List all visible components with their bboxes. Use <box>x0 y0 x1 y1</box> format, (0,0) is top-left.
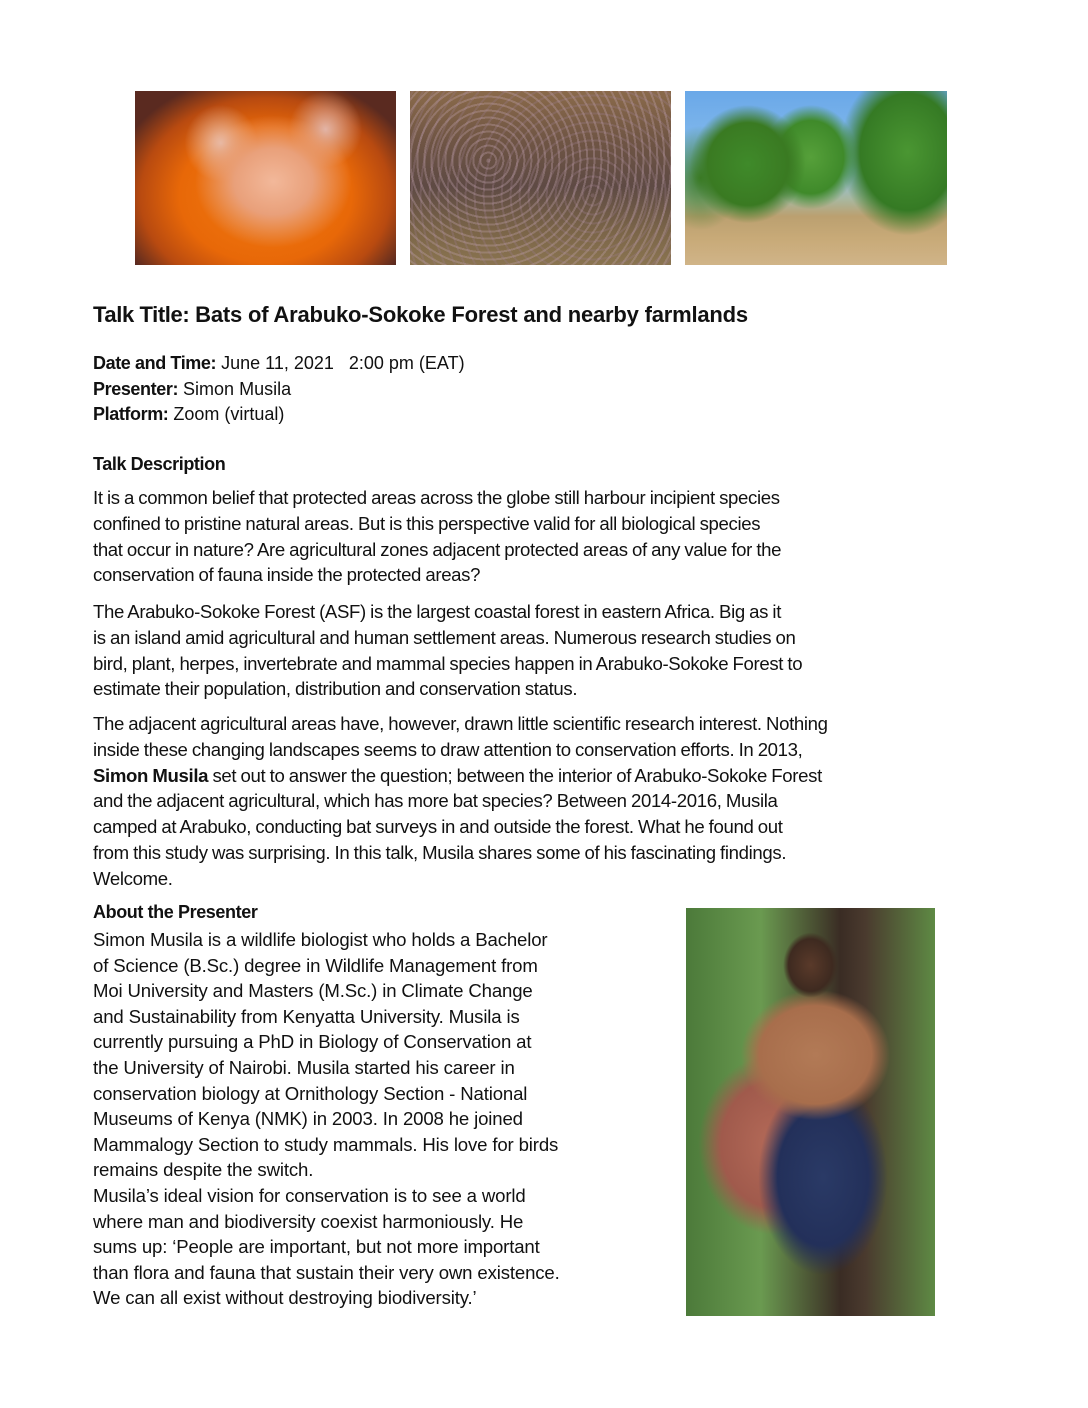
presenter-label: Presenter: <box>93 378 179 399</box>
about-presenter-heading: About the Presenter <box>93 902 258 922</box>
date-time-label: Date and Time: <box>93 353 217 373</box>
text-line: confined to pristine natural areas. But is this perspective valid for all biological species <box>93 512 761 534</box>
text-line: Musila’s ideal vision for conservation is to see a world <box>93 1184 526 1206</box>
text-line: the University of Nairobi. Musila started his career in <box>93 1056 515 1078</box>
about-presenter-body <box>93 927 560 1311</box>
text-line: where man and biodiversity coexist harmoniously. He <box>93 1210 524 1232</box>
description-paragraph-2 <box>93 599 802 702</box>
text-line: The Arabuko-Sokoke Forest (ASF) is the largest coastal forest in eastern Africa. Big as it <box>93 601 782 622</box>
presenter-name-bold: Simon Musila <box>93 764 209 786</box>
presenter-photo <box>686 908 935 1316</box>
text-line <box>93 763 828 789</box>
date-time-value: June 11, 2021 2:00 pm (EAT) <box>216 353 465 373</box>
date-time-row <box>93 351 465 377</box>
text-line: conservation of fauna inside the protected areas? <box>93 564 481 586</box>
talk-title-value: Bats of Arabuko-Sokoke Forest and nearby farmlands <box>189 302 748 327</box>
cave-bat-colony-photo <box>410 91 671 265</box>
text-line: remains despite the switch. <box>93 1159 314 1181</box>
talk-title-label: Talk Title: <box>93 302 190 327</box>
forest-farmland-photo <box>685 91 947 265</box>
bat-closeup-photo <box>135 91 396 265</box>
text-line: that occur in nature? Are agricultural zones adjacent protected areas of any value for the <box>93 538 782 560</box>
talk-title <box>93 302 748 328</box>
text-line: estimate their population, distribution and conservation status. <box>93 678 578 700</box>
text-line: bird, plant, herpes, invertebrate and mammal species happen in Arabuko-Sokoke Forest to <box>93 652 803 674</box>
text-line: camped at Arabuko, conducting bat surveys in and outside the forest. What he found out <box>93 816 783 838</box>
text-line: conservation biology at Ornithology Section - National <box>93 1082 528 1104</box>
text-line: inside these changing landscapes seems to draw attention to conservation efforts. In 2013, <box>93 738 803 760</box>
text-line: sums up: ‘People are important, but not more important <box>93 1236 540 1258</box>
presenter-value: Simon Musila <box>178 378 292 399</box>
event-details <box>93 351 465 428</box>
description-paragraph-1 <box>93 485 781 588</box>
platform-row <box>93 402 465 428</box>
text-fragment: set out to answer the question; between the interior of Arabuko-Sokoke Forest <box>208 764 822 786</box>
presenter-row <box>93 377 465 403</box>
text-line: We can all exist without destroying biodiversity.’ <box>93 1287 477 1309</box>
text-line: Simon Musila is a wildlife biologist who holds a Bachelor <box>93 929 548 950</box>
description-paragraph-3 <box>93 711 828 892</box>
talk-description-heading: Talk Description <box>93 454 226 474</box>
text-line: Moi University and Masters (M.Sc.) in Climate Change <box>93 980 533 1002</box>
text-line: than flora and fauna that sustain their very own existence. <box>93 1261 560 1283</box>
text-line: is an island amid agricultural and human settlement areas. Numerous research studies on <box>93 626 796 648</box>
platform-label: Platform: <box>93 404 169 424</box>
text-line: of Science (B.Sc.) degree in Wildlife Management from <box>93 954 538 976</box>
text-line: It is a common belief that protected areas across the globe still harbour incipient species <box>93 487 780 508</box>
text-line: Museums of Kenya (NMK) in 2003. In 2008 he joined <box>93 1108 523 1130</box>
platform-value: Zoom (virtual) <box>168 404 285 424</box>
text-line: and Sustainability from Kenyatta University. Musila is <box>93 1005 520 1027</box>
text-line: Welcome. <box>93 867 173 889</box>
text-line: Mammalogy Section to study mammals. His love for birds <box>93 1133 559 1155</box>
text-line: from this study was surprising. In this talk, Musila shares some of his fascinating findings. <box>93 841 787 863</box>
text-line: currently pursuing a PhD in Biology of Conservation at <box>93 1031 532 1053</box>
text-line: and the adjacent agricultural, which has more bat species? Between 2014-2016, Musila <box>93 790 778 812</box>
text-line: The adjacent agricultural areas have, however, drawn little scientific research interest. Nothing <box>93 713 828 734</box>
